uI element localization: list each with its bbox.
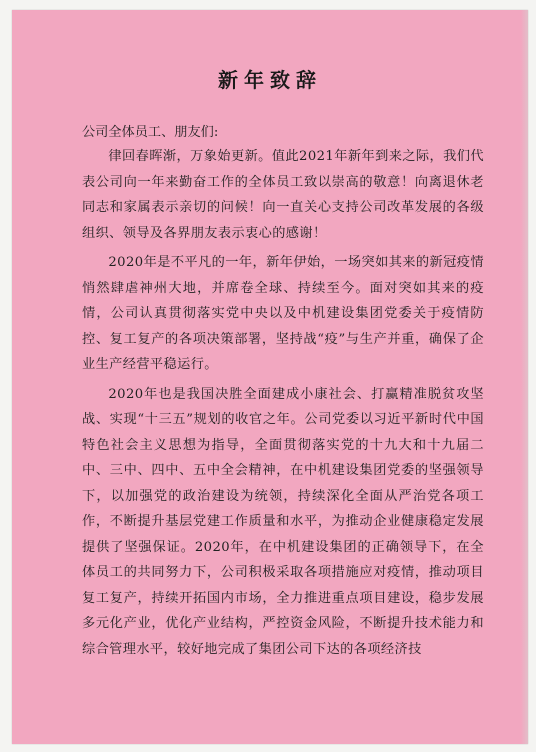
paragraph-1: 律回春晖渐，万象始更新。值此2021年新年到来之际，我们代表公司向一年来勤奋工作的全体员工致以崇高的敬意！向离退休老同志和家属表示亲切的问候！向一直关心支持公司改革发展的各级组织、领导及各界朋友表示衷心的感谢！: [82, 149, 484, 241]
page-title: 新年致辞: [218, 68, 322, 92]
letter-page: [12, 10, 528, 744]
paragraph-2: 2020年是不平凡的一年，新年伊始，一场突如其来的新冠疫情悄然肆虐神州大地，并席卷全球、持续至今。面对突如其来的疫情，公司认真贯彻落实党中央以及中机建设集团党委关于疫情防控、复工复产的各项决策部署，坚持战“疫”与生产并重，确保了企业生产经营平稳运行。: [82, 255, 484, 372]
letter-body: [82, 144, 484, 666]
salutation: 公司全体员工、朋友们:: [82, 125, 219, 140]
paragraph-3: 2020年也是我国决胜全面建成小康社会、打赢精准脱贫攻坚战、实现“十三五”规划的收官之年。公司党委以习近平新时代中国特色社会主义思想为指导，全面贯彻落实党的十九大和十九届二中、三中、四中、五中全会精神，在中机建设集团党委的坚强领导下，以加强党的政治建设为统领，持续深化全面从严治党各项工作，不断提升基层党建工作质量和水平，为推动企业健康稳定发展提供了坚强保证。2020年，在中机建设集团的正确领导下，在全体员工的共同努力下，公司积极采取各项措施应对疫情，推动项目复工复产，持续开拓国内市场，全力推进重点项目建设，稳步发展多元化产业，优化产业结构，严控资金风险，不断提升技术能力和综合管理水平，较好地完成了集团公司下达的各项经济技: [82, 386, 484, 657]
